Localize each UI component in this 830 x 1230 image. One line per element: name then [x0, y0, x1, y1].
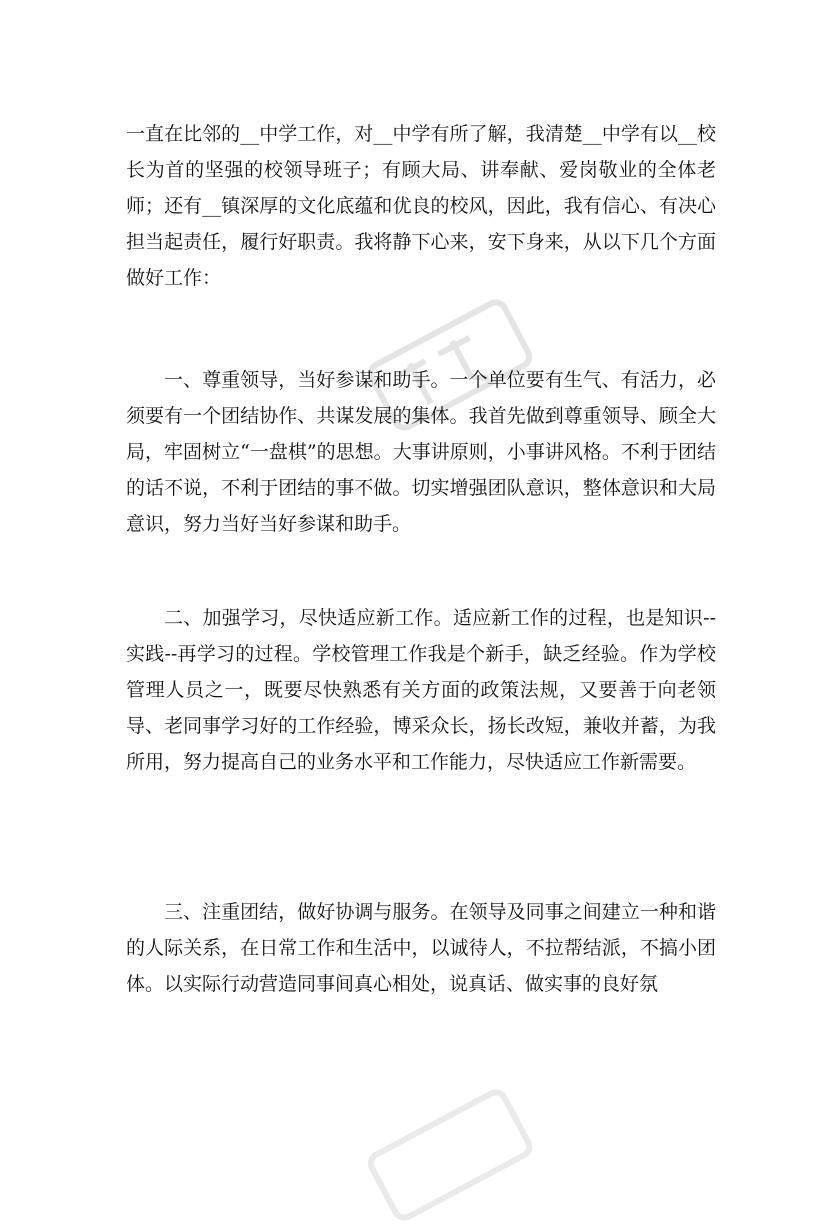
paragraph-section-1: 一、尊重领导，当好参谋和助手。一个单位要有生气、有活力，必须要有一个团结协作、共谋发展的集体。我首先做到尊重领导、顾全大局，牢固树立“一盘棋”的思想。大事讲原则，小事讲风格。不利于团结的话不说，不利于团结的事不做。切实增强团队意识，整体意识和大局意识，努力当好当好参谋和助手。: [126, 369, 716, 535]
paragraph-section-2: 二、加强学习，尽快适应新工作。适应新工作的过程，也是知识--实践--再学习的过程。学校管理工作我是个新手，缺乏经验。作为学校管理人员之一，既要尽快熟悉有关方面的政策法规，又要善于向老领导、老同事学习好的工作经验，博采众长，扬长改短，兼收并蓄，为我所用，努力提高自己的业务水平和工作能力，尽快适应工作新需要。: [126, 607, 716, 773]
paragraph-intro: 一直在比邻的__中学工作，对__中学有所了解，我清楚__中学有以__校长为首的坚强的校领导班子；有顾大局、讲奉献、爱岗敬业的全体老师；还有__镇深厚的文化底蕴和优良的校风，因此，我有信心、有决心担当起责任，履行好职责。我将静下心来，安下身来，从以下几个方面做好工作：: [126, 123, 716, 289]
watermark-logo-bottom-icon: [345, 1080, 555, 1230]
paragraph-section-3: 三、注重团结，做好协调与服务。在领导及同事之间建立一种和谐的人际关系，在日常工作和生活中，以诚待人，不拉帮结派，不搞小团体。以实际行动营造同事间真心相处，说真话、做实事的良好氛: [126, 901, 716, 995]
